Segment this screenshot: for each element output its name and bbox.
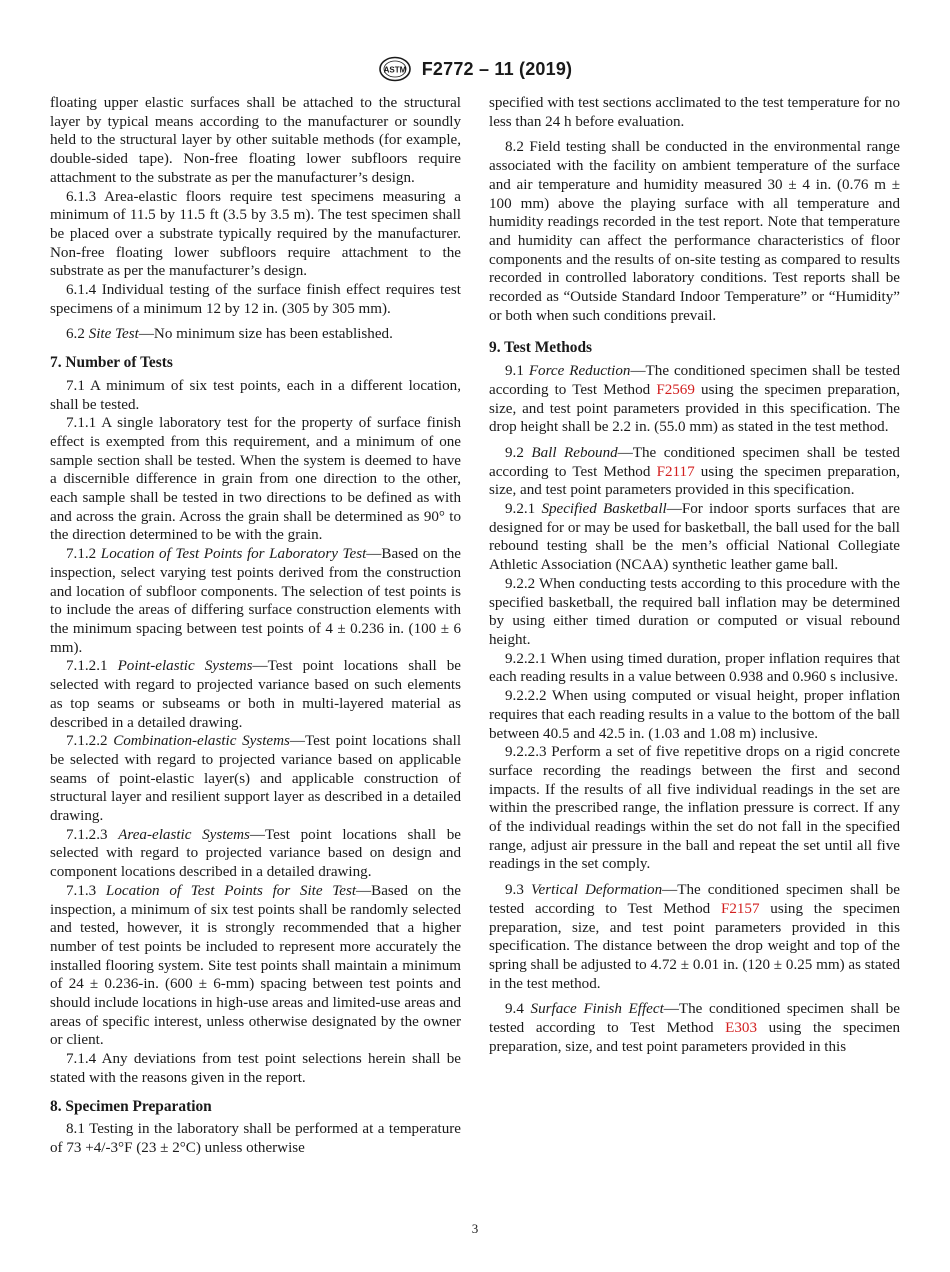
astm-logo-icon [378, 56, 412, 82]
paragraph-6-2: 6.2 Site Test—No minimum size has been established. [66, 326, 393, 343]
paragraph-9-4: 9.4 Surface Finish Effect—The conditioned specimen shall be tested according to Test Method E303 using the specimen preparation, size, and test point parameters provided in this [489, 1001, 901, 1055]
paragraph-9-2-2-1: 9.2.2.1 When using timed duration, proper inflation requires that each reading results in a value between 0.938 and 0.960 s inclusive. [489, 650, 900, 686]
paragraph-6-1-4: 6.1.4 Individual testing of the surface finish effect requires test specimens of a minimum 12 by 12 in. (305 by 305 mm). [50, 282, 461, 317]
section-heading-8: 8. Specimen Preparation [50, 1097, 212, 1115]
section-heading-7: 7. Number of Tests [50, 354, 173, 372]
paragraph-6-1-2-cont: floating upper elastic surfaces shall be attached to the structural layer by typical means according to the manufacturer or soundly held to the structural layer by other suitable methods (for example, double-sided tape). Non-free floating lower subfloors require attachment to the substrate as per the manufacturer’s design. [50, 95, 461, 186]
paragraph-9-2-2-3: 9.2.2.3 Perform a set of five repetitive drops on a rigid concrete surface recording the readings between the first and second impacts. If the results of all five individual readings in the set are within the prescribed range, the inflation pressure is correct. If any of the individual readings within the set do not fall in the specified range, adjust air pressure in the ball and repeat the set until all five readings in the set comply. [489, 744, 900, 873]
paragraph-7-1: 7.1 A minimum of six test points, each in a different location, shall be tested. [50, 377, 461, 413]
paragraph-8-1: 8.1 Testing in the laboratory shall be performed at a temperature of 73 +4/-3°F (23 ± 2°C) unless otherwise [50, 1121, 461, 1156]
paragraph-7-1-3: 7.1.3 Location of Test Points for Site Test—Based on the inspection, a minimum of six test points shall be randomly selected and tested, however, it is strongly recommended that a higher number of test points be included to represent more accurately the installed flooring system. Site test points shall maintain a minimum of 24 ± 0.236-in. (600 ± 6-mm) spacing between test points and should include locations in high-use areas and limited-use areas and areas of specific interest, unless otherwise designated by the owner or client. [50, 882, 462, 1049]
paragraph-7-1-2: 7.1.2 Location of Test Points for Laboratory Test—Based on the inspection, select varying test points derived from the construction and location of subfloor components. The selection of test points is to include the areas of differing surface construction elements with the minimum spacing between test points of 4 ± 0.236 in. (100 ± 6 mm). [50, 546, 462, 656]
paragraph-7-1-4: 7.1.4 Any deviations from test point selections herein shall be stated with the reasons given in the report. [50, 1051, 461, 1086]
document-title: F2772 – 11 (2019) [421, 58, 573, 79]
paragraph-9-1: 9.1 Force Reduction—The conditioned specimen shall be tested according to Test Method F2569 using the specimen preparation, size, and test point parameters provided in this specification. The drop height shall be 2.2 in. (55.0 mm) as stated in the test method. [489, 363, 900, 436]
right-column [489, 94, 900, 1056]
page-number: 3 [471, 1221, 479, 1236]
link-f2569[interactable]: F2569 [656, 381, 695, 398]
paragraph-9-2-1: 9.2.1 Specified Basketball—For indoor sports surfaces that are designed for or may be used for basketball, the ball used for the ball rebound testing shall be the men’s official National Collegiate Athletic Association (NCAA) synthetic leather game ball. [489, 501, 900, 574]
paragraph-9-2-2: 9.2.2 When conducting tests according to this procedure with the specified basketball, the required ball inflation may be determined by using either timed duration or computed or visual rebound height. [489, 575, 900, 648]
paragraph-6-1-3: 6.1.3 Area-elastic floors require test specimens measuring a minimum of 11.5 by 11.5 ft (3.5 by 3.5 m). The test specimen shall be placed over a substrate typically required by the manufacturer. Non-free floating lower subfloors require attachment to the substrate as per the manufacturer’s design. [50, 188, 461, 280]
svg-text:ASTM: ASTM [383, 65, 407, 75]
paragraph-7-1-2-3: 7.1.2.3 Area-elastic Systems—Test point locations shall be selected with regard to projected variance based on design and component locations described in a detailed drawing. [50, 826, 461, 881]
paragraph-9-3: 9.3 Vertical Deformation—The conditioned specimen shall be tested according to Test Method F2157 using the specimen preparation, size, and test point parameters provided in this specification. The distance between the drop weight and top of the spring shall be adjusted to 4.72 ± 0.01 in. (120 ± 0.25 mm) as stated in the test method. [489, 882, 901, 992]
paragraph-7-1-2-1: 7.1.2.1 Point-elastic Systems—Test point locations shall be selected with regard to projected variance based on such elements as top seams or subseams or both in multi-layered material as described in a detailed drawing. [50, 658, 462, 731]
paragraph-9-2-2-2: 9.2.2.2 When using computed or visual height, proper inflation requires that each reading results in a value to the bottom of the ball between 40.5 and 42.5 in. (1.03 and 1.08 m) inclusive. [489, 688, 900, 742]
left-column [50, 94, 461, 1158]
link-e303[interactable]: E303 [725, 1020, 758, 1037]
link-f2157[interactable]: F2157 [720, 900, 760, 917]
paragraph-7-1-2-2: 7.1.2.2 Combination-elastic Systems—Test point locations shall be selected with regard to projected variance based on applicable seams of point-elastic layer(s) and applicable construction of structural layer and resilient support layer as described in a detailed drawing. [50, 733, 462, 825]
paragraph-7-1-1: 7.1.1 A single laboratory test for the property of surface finish effect is exempted from this requirement, and a minimum of one sample section shall be tested. When the system is deemed to have a discernible difference in grain from one direction to the other, each sample shall be tested in two directions to be defined as with and across the grain. Across the grain shall be determined as 90° to the direction determined to be with the grain. [50, 415, 461, 544]
section-heading-9: 9. Test Methods [489, 339, 593, 357]
paragraph-9-2: 9.2 Ball Rebound—The conditioned specimen shall be tested according to Test Method F2117 using the specimen preparation, size, and test point parameters provided in this specification. [489, 444, 900, 499]
paragraph-8-1-cont: specified with test sections acclimated to the test temperature for no less than 24 h before evaluation. [489, 95, 900, 130]
link-f2117[interactable]: F2117 [656, 463, 695, 480]
page-header [0, 56, 950, 84]
paragraph-8-2: 8.2 Field testing shall be conducted in the environmental range associated with the facility on ambient temperature of the surface and air temperature and humidity measured 30 ± 4 in. (0.76 m ± 100 mm) above the playing surface with all temperature and humidity readings recorded in the test report. Note that temperature and humidity can affect the performance characteristics of floor components and the results of on-site testing as compared to results recorded in controlled laboratory conditions. Test reports shall be recorded as “Outside Standard Indoor Temperature” or “Humidity” or both when such conditions prevail. [489, 139, 900, 324]
